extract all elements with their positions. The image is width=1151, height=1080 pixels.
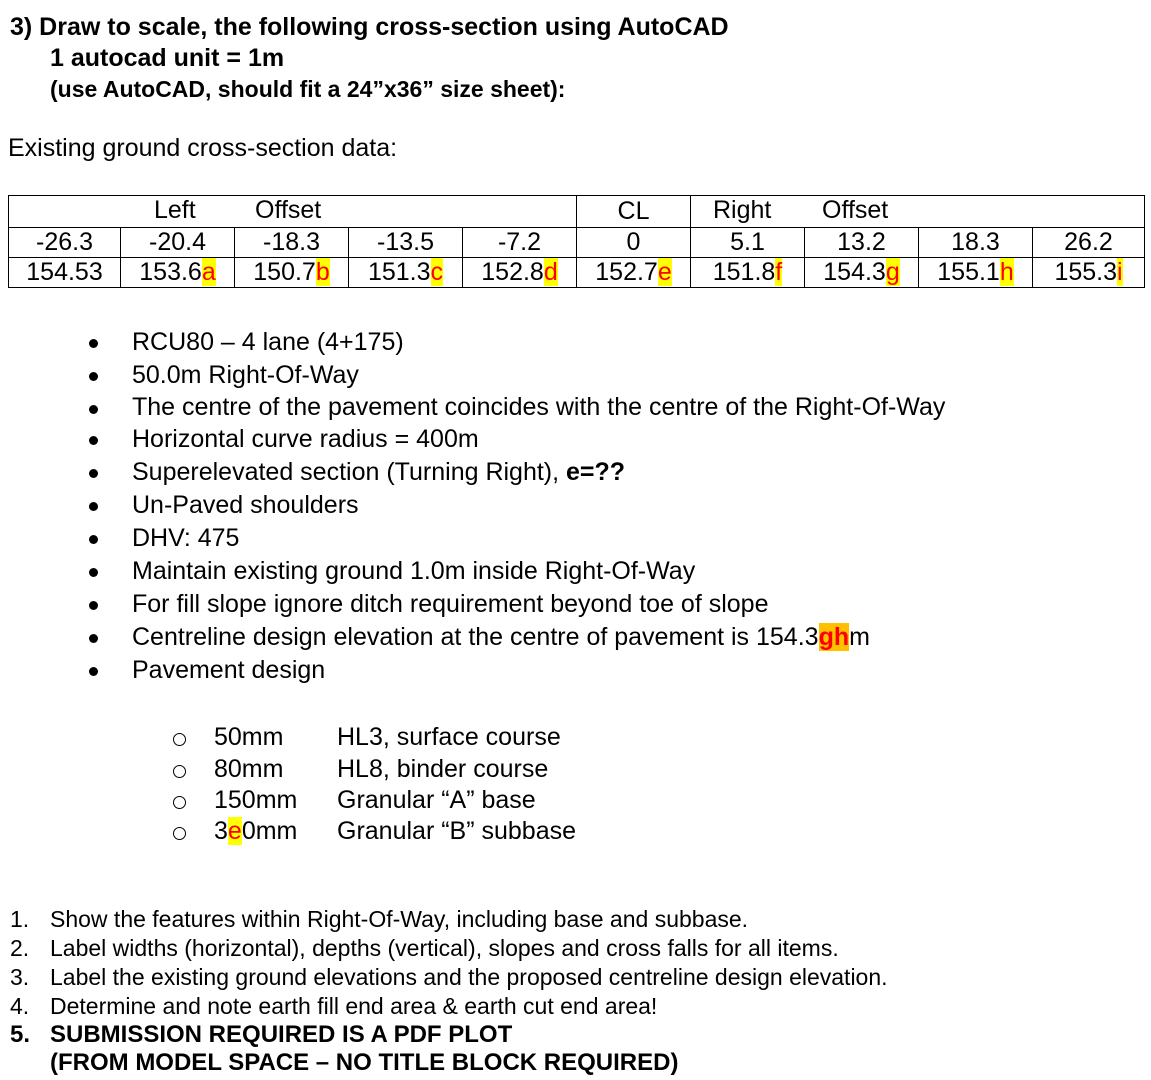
- bullet-icon: [89, 436, 98, 445]
- bullet-icon: [89, 535, 98, 544]
- table-header-row: [9, 196, 1145, 228]
- cl-header: CL: [577, 196, 691, 228]
- elevation-cell: [691, 258, 805, 288]
- list-item-text: Show the features within Right-Of-Way, including base and subbase.: [50, 906, 749, 932]
- elevation-value: 151.3: [367, 258, 431, 286]
- list-item-text: Superelevated section (Turning Right),: [132, 458, 567, 486]
- elevation-value: 152.7: [595, 258, 658, 286]
- layer-material: Granular “A” base: [337, 786, 536, 814]
- bullet-icon: [89, 502, 98, 511]
- list-item-text: Label widths (horizontal), depths (vertical), slopes and cross falls for all items.: [50, 935, 839, 961]
- list-item-text: 50.0m Right-Of-Way: [132, 361, 359, 389]
- layer-material: Granular “B” subbase: [337, 817, 577, 845]
- list-item-text: Horizontal curve radius = 400m: [132, 425, 479, 453]
- elevation-value: 155.3: [1054, 258, 1117, 286]
- pavement-layer: [173, 785, 673, 816]
- list-number: 4.: [10, 993, 30, 1019]
- offset-cell: 26.2: [1033, 228, 1145, 258]
- elevation-value: 151.8: [712, 258, 776, 286]
- list-item-text: Maintain existing ground 1.0m inside Right-Of-Way: [132, 557, 696, 585]
- list-item-text: Label the existing ground elevations and the proposed centreline design elevation.: [50, 964, 888, 990]
- list-item: [0, 1021, 888, 1049]
- elevation-cell: [349, 258, 463, 288]
- list-item: [0, 963, 888, 992]
- list-item-text: RCU80 – 4 lane (4+175): [132, 328, 404, 356]
- pavement-layer: [173, 754, 673, 785]
- bullet-icon: [89, 469, 98, 478]
- offset-cell: -20.4: [121, 228, 235, 258]
- elevation-value: 150.7: [253, 258, 316, 286]
- offset-cell: -26.3: [9, 228, 121, 258]
- layer-thickness: 150mm: [214, 786, 298, 814]
- list-number: 3.: [10, 964, 30, 990]
- list-item-text: For fill slope ignore ditch requirement beyond toe of slope: [132, 590, 769, 618]
- right-offset-label: Offset: [822, 196, 889, 224]
- list-item-text: DHV: 475: [132, 524, 240, 552]
- elevation-cell: [235, 258, 349, 288]
- list-item-text: SUBMISSION REQUIRED IS A PDF PLOT: [50, 1021, 513, 1048]
- elevation-value: 155.1: [937, 258, 1000, 286]
- elevation-suffix: h: [999, 258, 1014, 286]
- bullet-icon: [89, 634, 98, 643]
- list-item: [0, 392, 1151, 423]
- intro-text: Existing ground cross-section data:: [8, 134, 398, 162]
- list-item: [0, 423, 1151, 456]
- list-item: [0, 456, 1151, 489]
- elevation-cell: [463, 258, 577, 288]
- offset-row: [9, 228, 1145, 258]
- layer-thickness: 50mm: [214, 723, 284, 751]
- elevation-cell: [9, 258, 121, 288]
- elevation-suffix: e: [657, 258, 672, 286]
- elevation-value: 152.8: [481, 258, 544, 286]
- elevation-cell: [919, 258, 1033, 288]
- bullet-icon: [89, 405, 98, 414]
- elevation-suffix: i: [1117, 258, 1123, 286]
- list-item: [0, 489, 1151, 522]
- list-item: [0, 522, 1151, 555]
- list-number: 2.: [10, 935, 30, 961]
- offset-cell: -13.5: [349, 228, 463, 258]
- left-offset-label: Offset: [255, 196, 322, 224]
- list-item: [0, 1049, 888, 1077]
- circle-bullet-icon: [173, 796, 186, 809]
- layer-thickness: [214, 816, 297, 847]
- list-item: [0, 621, 1151, 654]
- offset-cell: 18.3: [919, 228, 1033, 258]
- elevation-suffix: b: [315, 258, 330, 286]
- elevation-value: 154.3: [823, 258, 886, 286]
- list-item-text: The centre of the pavement coincides with the centre of the Right-Of-Way: [132, 393, 946, 421]
- thickness-digit: 0mm: [241, 817, 298, 845]
- offset-cell: -7.2: [463, 228, 577, 258]
- elevation-suffix: f: [775, 258, 783, 286]
- bullet-icon: [89, 372, 98, 381]
- list-item-text: (FROM MODEL SPACE – NO TITLE BLOCK REQUIRED): [50, 1049, 679, 1076]
- offset-cell: 5.1: [691, 228, 805, 258]
- circle-bullet-icon: [173, 765, 186, 778]
- list-item-text: m: [849, 623, 870, 651]
- layer-material: HL3, surface course: [337, 723, 561, 751]
- elevation-suffix: d: [543, 258, 558, 286]
- offset-cell: 13.2: [805, 228, 919, 258]
- list-number: 1.: [10, 906, 30, 932]
- elevation-value: 153.6: [139, 258, 202, 286]
- offset-cell: 0: [577, 228, 691, 258]
- layer-material: HL8, binder course: [337, 755, 549, 783]
- left-offset-header: [9, 196, 577, 228]
- design-criteria-list: [0, 326, 1151, 687]
- elevation-cell: [1033, 258, 1145, 288]
- thickness-variable: e: [227, 817, 242, 845]
- list-item-text: Pavement design: [132, 656, 326, 684]
- bullet-icon: [89, 339, 98, 348]
- question-title: 3) Draw to scale, the following cross-section using AutoCAD: [10, 13, 729, 41]
- list-item: [0, 555, 1151, 588]
- list-item: [0, 588, 1151, 621]
- elevation-suffix: g: [885, 258, 900, 286]
- list-item: [0, 905, 888, 934]
- list-item-text: Determine and note earth fill end area & earth cut end area!: [50, 993, 658, 1019]
- pavement-layer: [173, 816, 673, 847]
- elevation-cell: [805, 258, 919, 288]
- list-item: [0, 326, 1151, 359]
- right-offset-header: [691, 196, 1145, 228]
- list-item: [0, 654, 1151, 687]
- offset-cell: -18.3: [235, 228, 349, 258]
- list-item: [0, 359, 1151, 392]
- circle-bullet-icon: [173, 827, 186, 840]
- pavement-layer: [173, 722, 673, 753]
- requirements-list: [0, 905, 888, 1077]
- cross-section-table: [8, 195, 1145, 288]
- bullet-icon: [89, 601, 98, 610]
- list-item: [0, 992, 888, 1021]
- list-item-text: Centreline design elevation at the centre of pavement is 154.3: [132, 623, 819, 651]
- list-item: [0, 934, 888, 963]
- thickness-digit: 3: [214, 817, 228, 845]
- sheet-note: (use AutoCAD, should fit a 24”x36” size sheet):: [50, 76, 566, 102]
- elevation-row: [9, 258, 1145, 288]
- layer-thickness: 80mm: [214, 755, 284, 783]
- right-label: Right: [713, 196, 772, 224]
- elevation-value: 154.53: [26, 258, 103, 286]
- bullet-icon: [89, 568, 98, 577]
- list-number: 5.: [10, 1021, 31, 1048]
- bullet-icon: [89, 667, 98, 676]
- circle-bullet-icon: [173, 733, 186, 746]
- elevation-cell: [577, 258, 691, 288]
- elevation-suffix: a: [201, 258, 216, 286]
- unit-note: 1 autocad unit = 1m: [50, 44, 285, 72]
- superelevation-unknown: e=??: [566, 458, 626, 486]
- left-label: Left: [154, 196, 196, 224]
- elevation-suffix: c: [430, 258, 444, 286]
- elevation-variable: gh: [818, 623, 850, 651]
- elevation-cell: [121, 258, 235, 288]
- list-item-text: Un-Paved shoulders: [132, 491, 359, 519]
